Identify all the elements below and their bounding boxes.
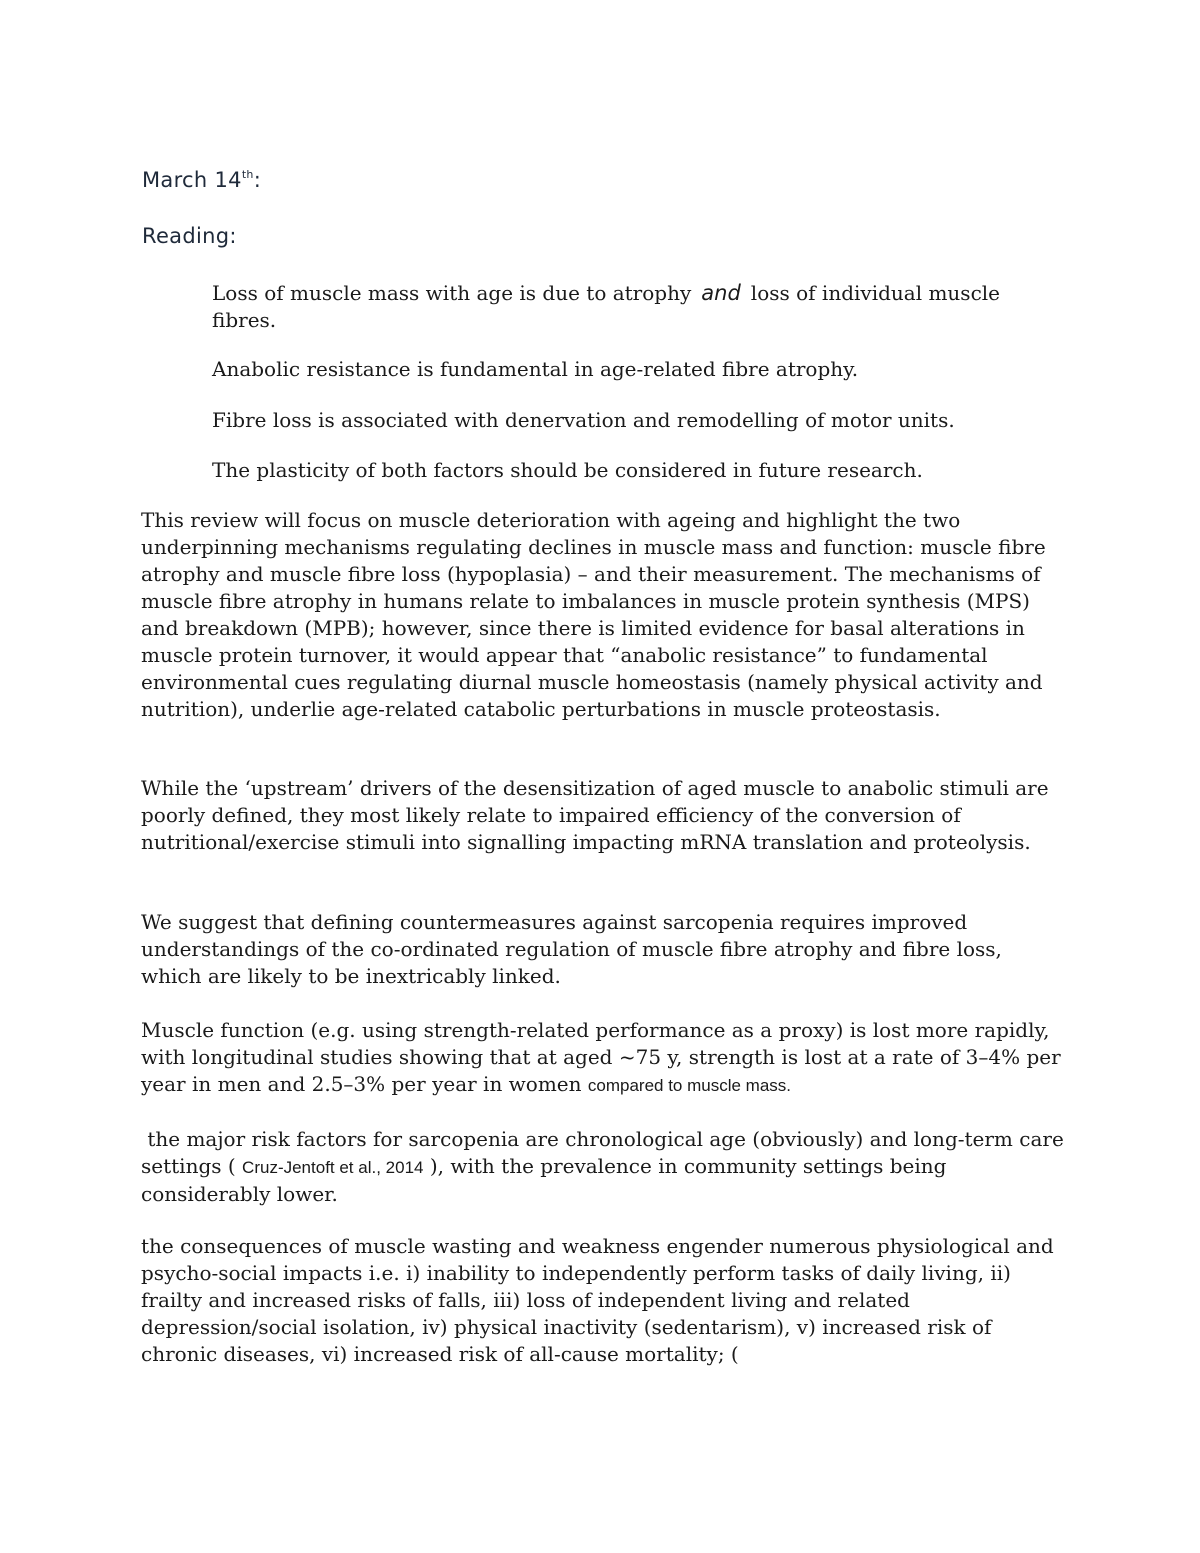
date-heading (142, 168, 261, 192)
date-text: March 14 (142, 168, 242, 192)
paragraph-review-focus: This review will focus on muscle deterioration with ageing and highlight the two underpinning mechanisms regulating declines in muscle mass and function: muscle fibre atrophy and muscle fibre loss (hypoplasia) – and their measurement. The mechanisms of muscle fibre atrophy in humans relate to imbalances in muscle protein synthesis (MPS) and breakdown (MPB); however, since there is limited evidence for basal alterations in muscle protein turnover, it would appear that “anabolic resistance” to fundamental environmental cues regulating diurnal muscle homeostasis (namely physical activity and nutrition), underlie age-related catabolic perturbations in muscle proteostasis. (141, 508, 1046, 721)
citation: Cruz-Jentoft et al., 2014 (242, 1158, 424, 1177)
reading-label: Reading: (142, 224, 237, 248)
date-ordinal: th (241, 168, 254, 181)
paragraph-risk-factors-after: ), with the prevalence in community settings being considerably lower. (141, 1154, 947, 1206)
paragraph-muscle-function-tail: compared to muscle mass. (587, 1076, 792, 1095)
date-colon: : (253, 168, 262, 192)
summary-point-4: The plasticity of both factors should be considered in future research. (212, 458, 923, 482)
paragraph-consequences: the consequences of muscle wasting and weakness engender numerous physiological and psycho-social impacts i.e. i) inability to independently perform tasks of daily living, ii) frailty and increased risks of falls, iii) loss of independent living and related depression/social isolation, iv) physical inactivity (sedentarism), v) increased risk of chronic diseases, vi) increased risk of all-cause mortality; ( (141, 1234, 1054, 1366)
paragraph-muscle-function-main: Muscle function (e.g. using strength-related performance as a proxy) is lost more rapidly, with longitudinal studies showing that at aged ~75 y, strength is lost at a rate of 3–4% per year in men and 2.5–3% per year in women (141, 1018, 1061, 1096)
paragraph-upstream-drivers: While the ‘upstream’ drivers of the desensitization of aged muscle to anabolic stimuli are poorly defined, they most likely relate to impaired efficiency of the conversion of nutritional/exercise stimuli into signalling impacting mRNA translation and proteolysis. (141, 776, 1049, 854)
summary-point-3: Fibre loss is associated with denervation and remodelling of motor units. (212, 408, 955, 432)
summary-point-1-before: Loss of muscle mass with age is due to atrophy (212, 281, 692, 305)
summary-point-1-emphasis: and (701, 281, 741, 305)
summary-point-1-after: loss of individual muscle fibres. (212, 281, 1000, 332)
paragraph-risk-factors (141, 1126, 1066, 1208)
paragraph-countermeasures: We suggest that defining countermeasures against sarcopenia requires improved understandings of the co-ordinated regulation of muscle fibre atrophy and fibre loss, which are likely to be inextricably linked. (141, 910, 1002, 988)
summary-point-2: Anabolic resistance is fundamental in age-related fibre atrophy. (212, 357, 859, 381)
paragraph-risk-factors-before: the major risk factors for sarcopenia are chronological age (obviously) and long-term care settings ( (141, 1127, 1064, 1178)
summary-point-1 (212, 280, 1062, 334)
paragraph-muscle-function (141, 1017, 1066, 1099)
